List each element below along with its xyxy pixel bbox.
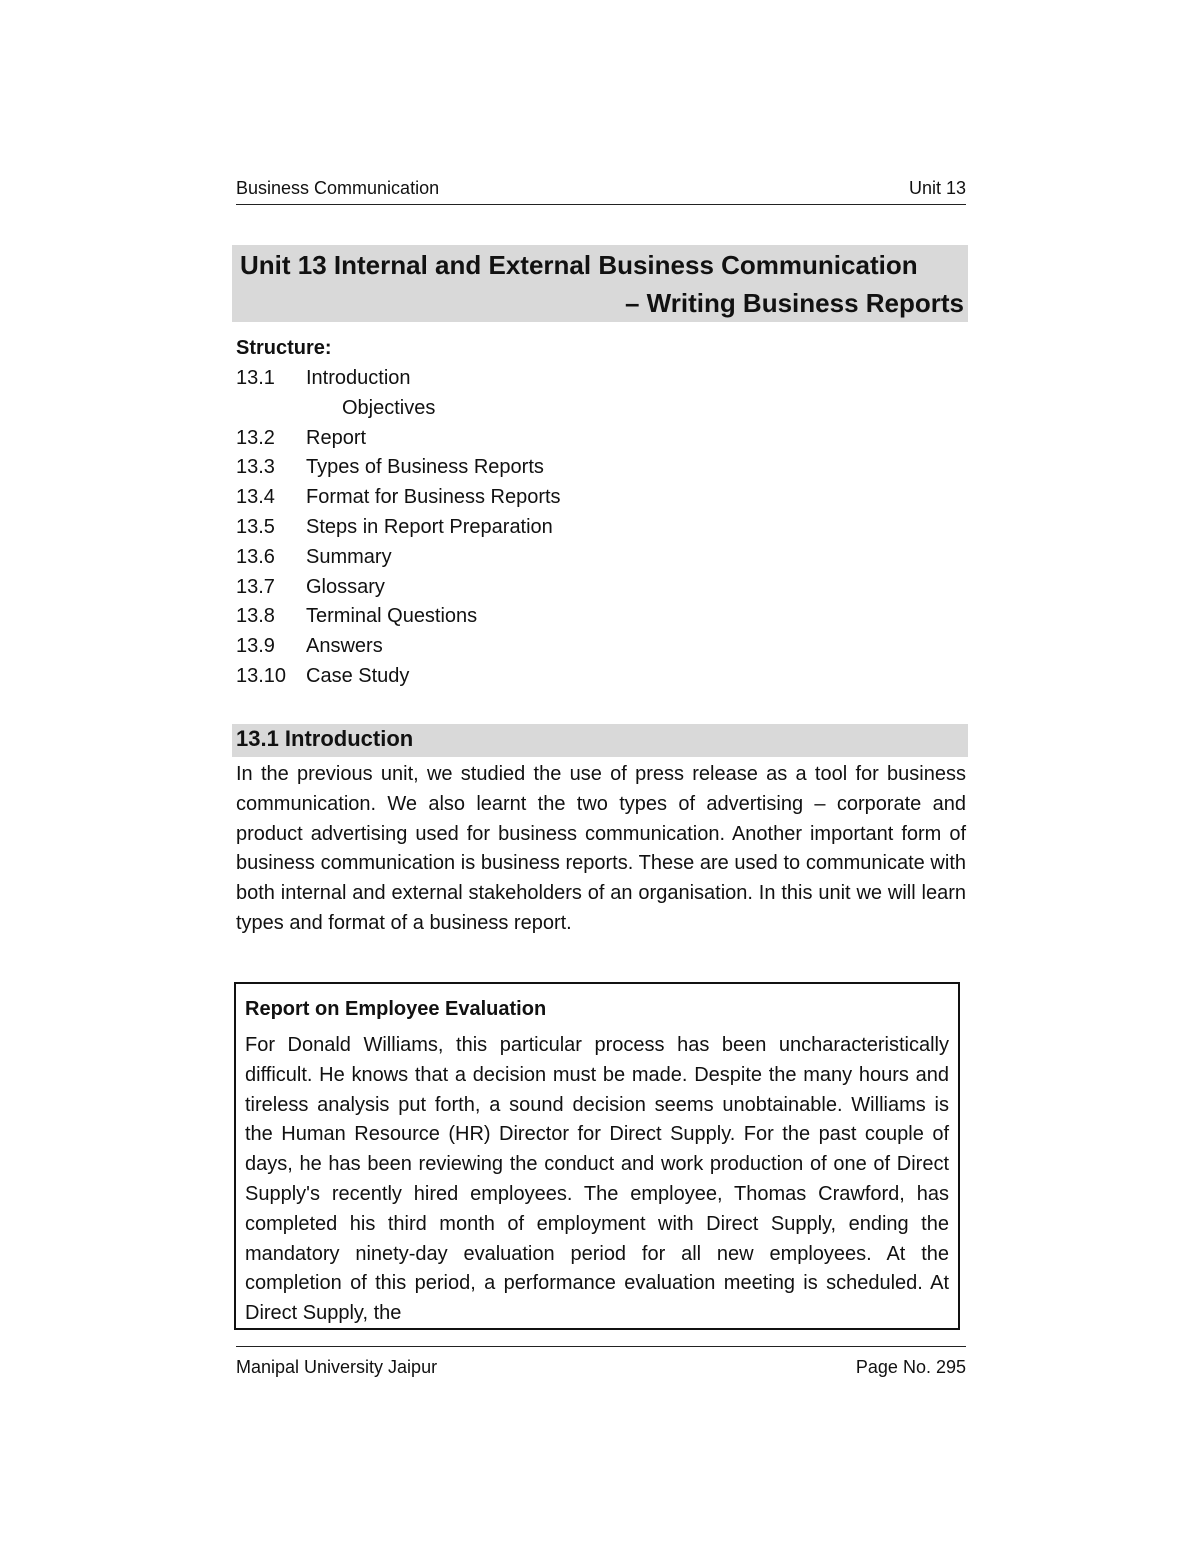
header-course-title: Business Communication xyxy=(236,178,440,198)
item-number: 13.2 xyxy=(236,426,275,449)
list-item xyxy=(236,394,966,424)
case-box-title: Report on Employee Evaluation xyxy=(245,998,547,1020)
list-item xyxy=(236,662,966,692)
item-number: 13.10 xyxy=(236,664,287,687)
item-text: Report xyxy=(306,426,367,449)
item-text: Terminal Questions xyxy=(306,605,478,628)
header-unit-label: Unit 13 xyxy=(908,178,966,198)
running-header xyxy=(236,176,966,205)
list-item xyxy=(236,453,966,483)
item-number: 13.9 xyxy=(236,635,275,658)
item-text: Format for Business Reports xyxy=(306,486,561,509)
case-study-box xyxy=(234,982,960,1330)
unit-title-line2: – Writing Business Reports xyxy=(624,288,964,318)
footer-page-number: Page No. 295 xyxy=(855,1357,966,1377)
footer-university: Manipal University Jaipur xyxy=(236,1357,438,1377)
item-number: 13.8 xyxy=(236,605,275,628)
item-text: Summary xyxy=(306,545,392,568)
item-text: Introduction xyxy=(306,367,411,389)
list-item xyxy=(236,364,966,394)
item-text: Objectives xyxy=(342,396,436,419)
item-text: Steps in Report Preparation xyxy=(306,515,553,538)
list-item xyxy=(236,483,966,513)
list-item xyxy=(236,543,966,573)
structure-list xyxy=(236,364,966,692)
list-item xyxy=(236,602,966,632)
item-number: 13.6 xyxy=(236,545,275,568)
item-text: Answers xyxy=(306,635,383,658)
structure-label: Structure: xyxy=(236,337,332,359)
list-item xyxy=(236,424,966,454)
item-text: Glossary xyxy=(306,575,385,598)
running-footer xyxy=(236,1346,966,1377)
list-item xyxy=(236,573,966,603)
item-number: 13.5 xyxy=(236,515,275,538)
intro-paragraph: In the previous unit, we studied the use of press release as a tool for business communication. We also learnt the two types of advertising – corporate and product advertising used for business communication. Another important form of business communication is business reports. These are used to communicate with both internal and external stakeholders of an organisation. In this unit we will learn types and format of a business report. xyxy=(236,763,966,934)
item-number: 13.1 xyxy=(236,367,275,389)
item-number: 13.3 xyxy=(236,456,275,479)
item-text: Case Study xyxy=(306,664,410,687)
unit-title-banner xyxy=(232,245,968,322)
unit-title-line1: Unit 13 Internal and External Business Communication xyxy=(240,250,918,280)
item-number: 13.7 xyxy=(236,575,275,598)
item-text: Types of Business Reports xyxy=(306,456,544,479)
item-number: 13.4 xyxy=(236,486,275,509)
list-item xyxy=(236,513,966,543)
list-item xyxy=(236,632,966,662)
case-box-paragraph: For Donald Williams, this particular process has been uncharacteristically difficult. He knows that a decision must be made. Despite the many hours and tireless analysis put forth, a sound decision seems unobtainable. Williams is the Human Resource (HR) Director for Direct Supply. For the past couple of days, he has been reviewing the conduct and work production of one of Direct Supply's recently hired employees. The employee, Thomas Crawford, has completed his third month of employment with Direct Supply, ending the mandatory ninety-day evaluation period for all new employees. At the completion of this period, a performance evaluation meeting is scheduled. At Direct Supply, the xyxy=(245,1034,949,1325)
section-heading: 13.1 Introduction xyxy=(236,726,414,751)
section-heading-bar xyxy=(232,724,968,757)
